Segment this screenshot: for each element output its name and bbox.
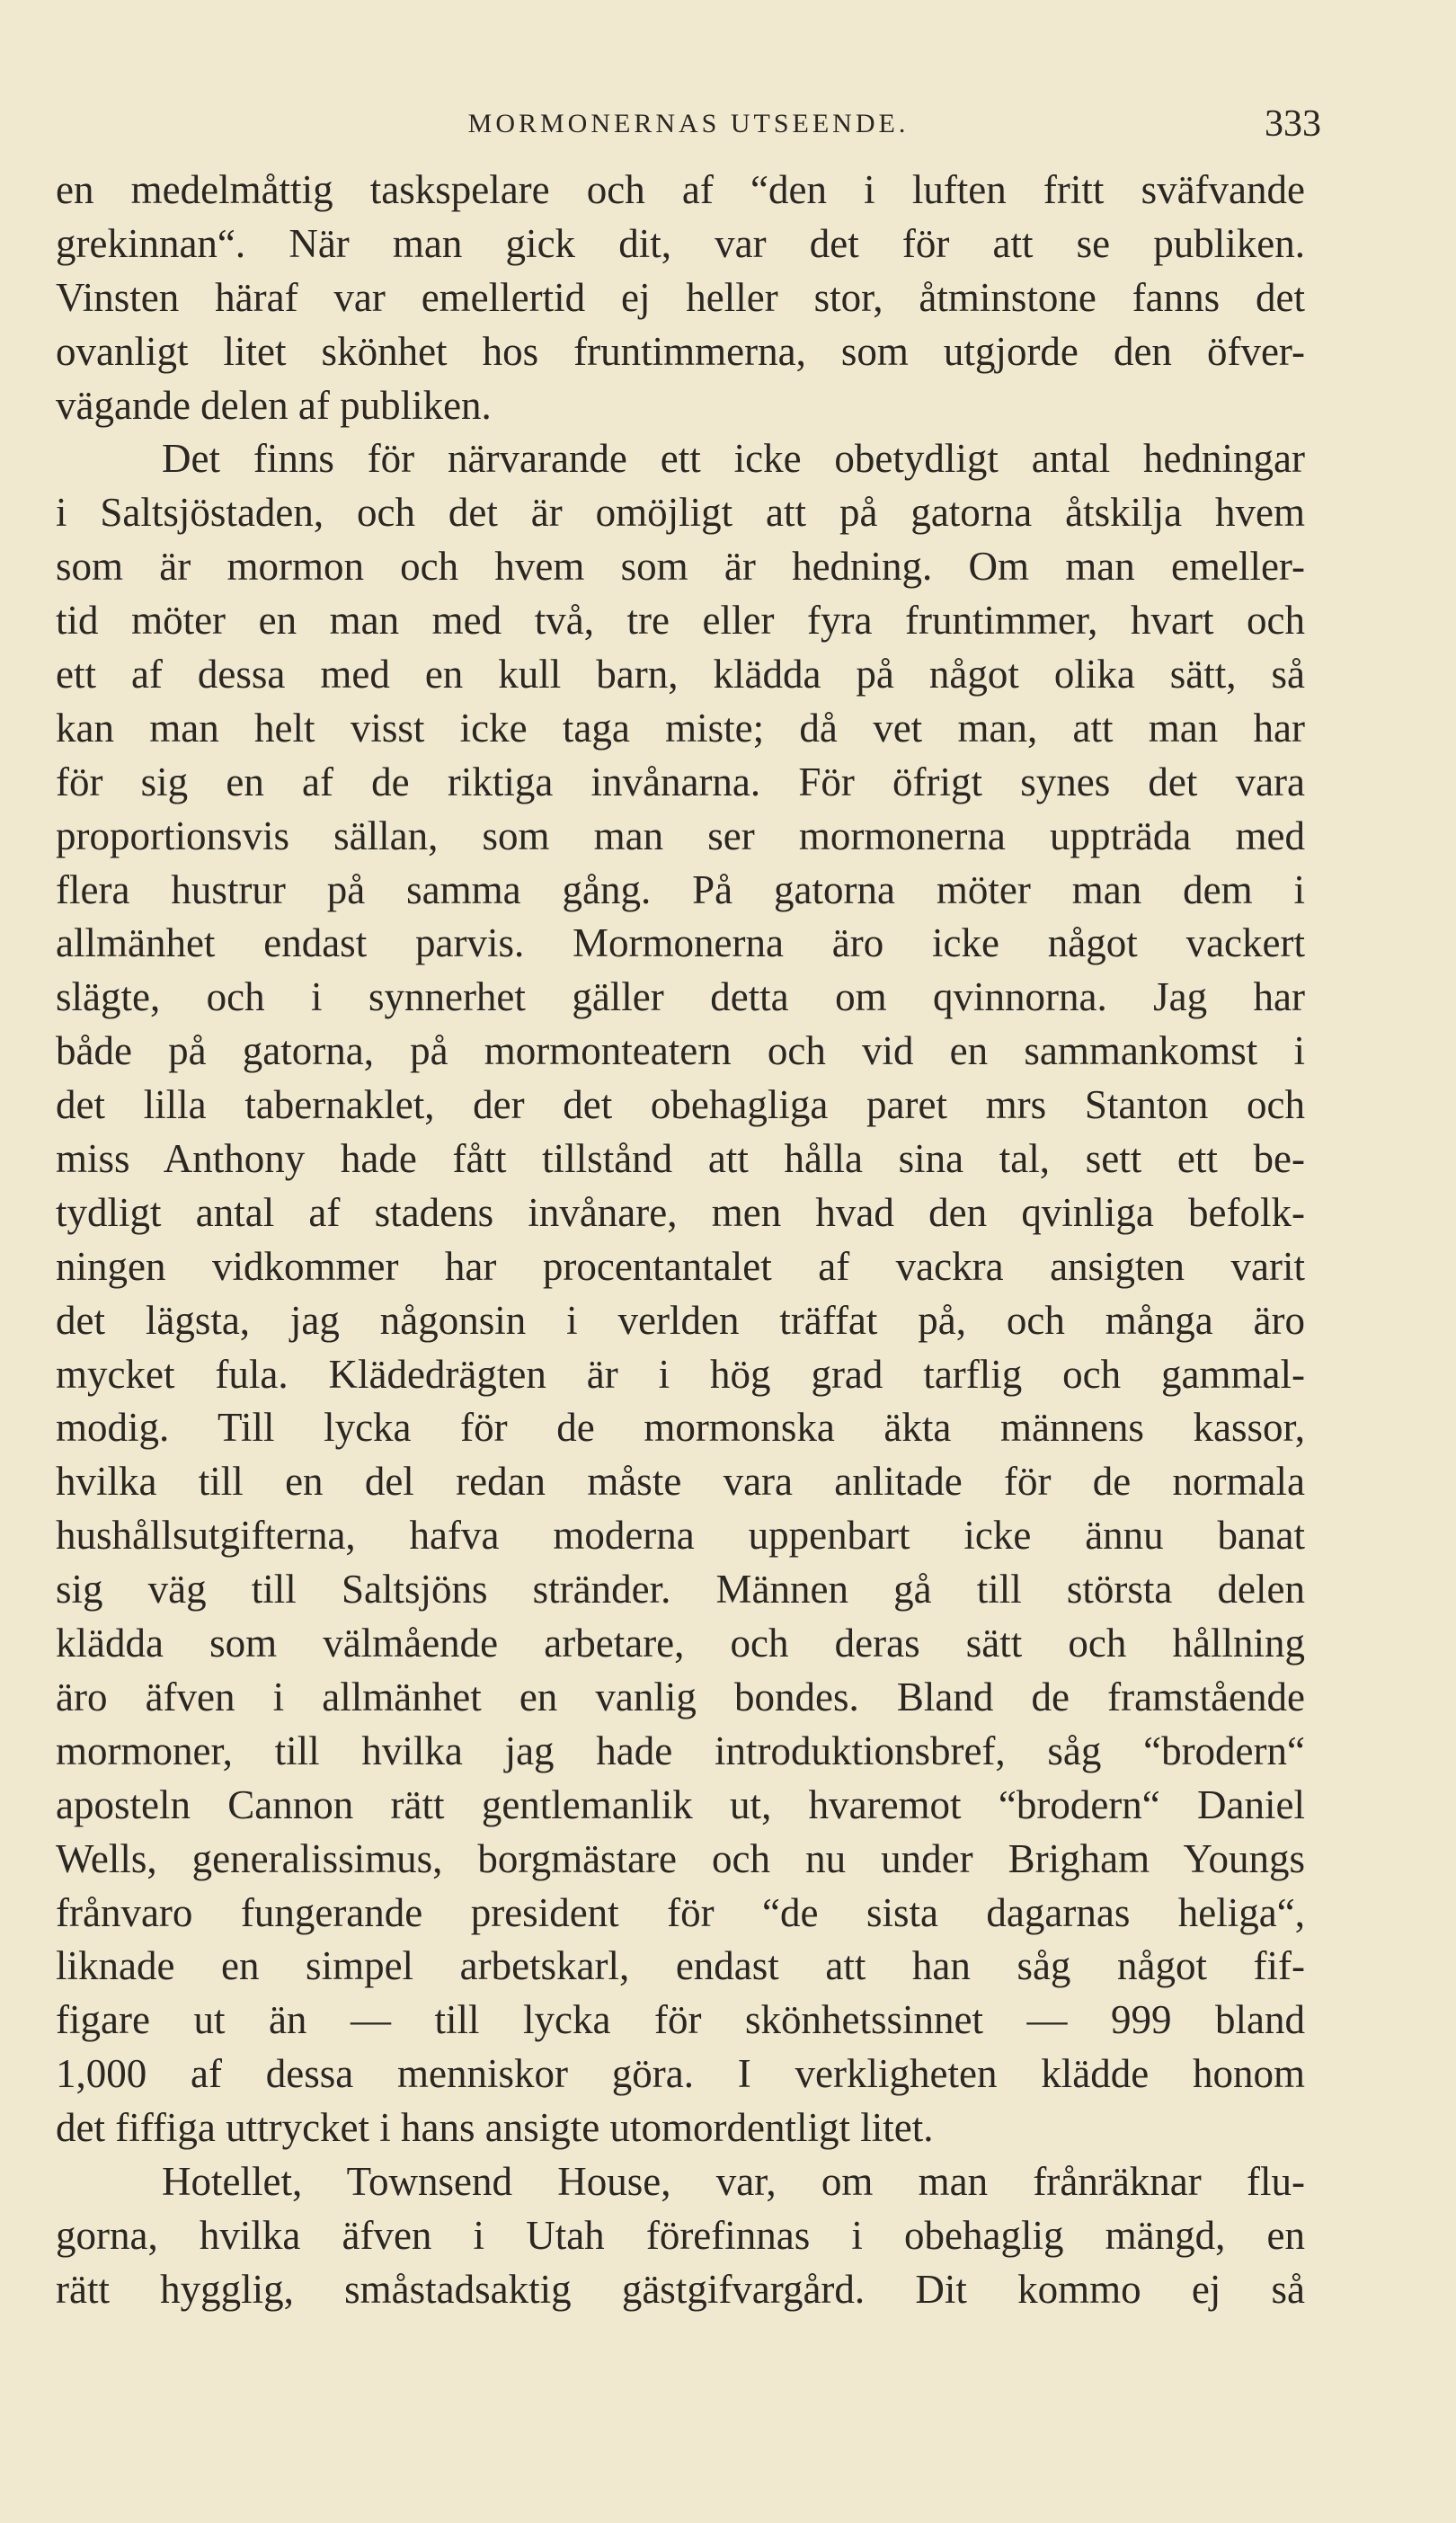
text-line: mormoner, till hvilka jag hade introduktionsbref, såg “brodern“ bbox=[56, 1728, 1305, 1773]
text-line: äro äfven i allmänhet en vanlig bondes. Bland de framstående bbox=[56, 1674, 1305, 1719]
text-line: mycket fula. Klädedrägten är i hög grad tarflig och gammal- bbox=[56, 1351, 1305, 1397]
text-line: allmänhet endast parvis. Mormonerna äro icke något vackert bbox=[56, 920, 1305, 966]
text-line: Det finns för närvarande ett icke obetydligt antal hedningar bbox=[162, 436, 1305, 482]
text-line: sig väg till Saltsjöns stränder. Männen gå till största delen bbox=[56, 1567, 1305, 1612]
text-line: slägte, och i synnerhet gäller detta om qvinnorna. Jag har bbox=[56, 974, 1305, 1020]
text-line: en medelmåttig taskspelare och af “den i luften fritt sväfvande bbox=[56, 167, 1305, 212]
text-line: Wells, generalissimus, borgmästare och nu under Brigham Youngs bbox=[56, 1835, 1305, 1881]
text-line: vägande delen af publiken. bbox=[56, 382, 492, 428]
text-line: det lägsta, jag någonsin i verlden träffat på, och många äro bbox=[56, 1297, 1305, 1343]
text-line: rätt hygglig, småstadsaktig gästgifvargård. Dit kommo ej så bbox=[56, 2266, 1305, 2312]
text-line: aposteln Cannon rätt gentlemanlik ut, hvaremot “brodern“ Daniel bbox=[56, 1781, 1305, 1827]
text-line: miss Anthony hade fått tillstånd att hålla sina tal, sett ett be- bbox=[56, 1136, 1305, 1182]
text-line: för sig en af de riktiga invånarna. För öfrigt synes det vara bbox=[56, 759, 1305, 804]
running-header bbox=[56, 97, 1321, 151]
text-line: hushållsutgifterna, hafva moderna uppenbart icke ännu banat bbox=[56, 1513, 1305, 1559]
text-line: kan man helt visst icke taga miste; då vet man, att man har bbox=[56, 705, 1305, 751]
text-line: som är mormon och hvem som är hedning. Om man emeller- bbox=[56, 544, 1305, 590]
text-line: i Saltsjöstaden, och det är omöjligt att på gatorna åtskilja hvem bbox=[56, 490, 1305, 536]
text-line: modig. Till lycka för de mormonska äkta männens kassor, bbox=[56, 1405, 1305, 1451]
text-line: grekinnan“. När man gick dit, var det för att se publiken. bbox=[56, 220, 1305, 266]
text-line: det lilla tabernaklet, der det obehagliga paret mrs Stanton och bbox=[56, 1082, 1305, 1128]
text-line: ningen vidkommer har procentantalet af vackra ansigten varit bbox=[56, 1243, 1305, 1289]
text-line: 1,000 af dessa menniskor göra. I verkligheten klädde honom bbox=[56, 2051, 1305, 2097]
body-text bbox=[56, 164, 1305, 2317]
text-line: frånvaro fungerande president för “de sista dagarnas heliga“, bbox=[56, 1889, 1305, 1935]
text-line: Vinsten häraf var emellertid ej heller stor, åtminstone fanns det bbox=[56, 274, 1305, 320]
text-line: det fiffiga uttrycket i hans ansigte utomordentligt litet. bbox=[56, 2105, 934, 2151]
text-line: både på gatorna, på mormonteatern och vid en sammankomst i bbox=[56, 1028, 1305, 1074]
text-line: klädda som välmående arbetare, och deras sätt och hållning bbox=[56, 1621, 1305, 1666]
text-line: liknade en simpel arbetskarl, endast att han såg något fif- bbox=[56, 1943, 1305, 1989]
text-line: ovanligt litet skönhet hos fruntimmerna, som utgjorde den öfver- bbox=[56, 328, 1305, 374]
text-line: tid möter en man med två, tre eller fyra fruntimmer, hvart och bbox=[56, 598, 1305, 644]
text-line: figare ut än — till lycka för skönhetssinnet — 999 bland bbox=[56, 1997, 1305, 2043]
text-line: hvilka till en del redan måste vara anlitade för de normala bbox=[56, 1459, 1305, 1505]
text-line: proportionsvis sällan, som man ser mormonerna uppträda med bbox=[56, 813, 1305, 858]
text-line: ett af dessa med en kull barn, klädda på något olika sätt, så bbox=[56, 652, 1305, 697]
text-line: Hotellet, Townsend House, var, om man frånräknar flu- bbox=[162, 2158, 1305, 2204]
text-line: tydligt antal af stadens invånare, men hvad den qvinliga befolk- bbox=[56, 1189, 1305, 1235]
page-number: 333 bbox=[1265, 103, 1321, 145]
text-line: gorna, hvilka äfven i Utah förefinnas i obehaglig mängd, en bbox=[56, 2212, 1305, 2258]
text-line: flera hustrur på samma gång. På gatorna möter man dem i bbox=[56, 866, 1305, 912]
running-title: MORMONERNAS UTSEENDE. bbox=[467, 109, 910, 138]
